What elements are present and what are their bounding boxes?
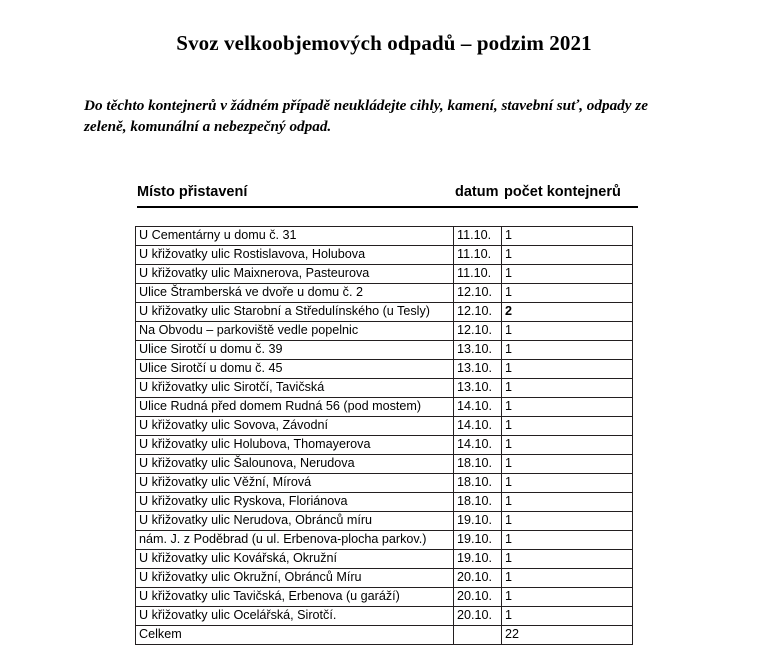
cell-date: 14.10. bbox=[454, 398, 502, 417]
cell-date: 20.10. bbox=[454, 569, 502, 588]
cell-date: 20.10. bbox=[454, 588, 502, 607]
cell-place: U křižovatky ulic Sovova, Závodní bbox=[136, 417, 454, 436]
cell-place: U křižovatky ulic Věžní, Mírová bbox=[136, 474, 454, 493]
cell-place: U křižovatky ulic Tavičská, Erbenova (u garáží) bbox=[136, 588, 454, 607]
cell-count: 1 bbox=[502, 474, 633, 493]
cell-count: 1 bbox=[502, 493, 633, 512]
page-title: Svoz velkoobjemových odpadů – podzim 2021 bbox=[176, 31, 592, 55]
table-row bbox=[136, 227, 633, 246]
cell-date: 19.10. bbox=[454, 531, 502, 550]
total-label: Celkem bbox=[136, 626, 454, 645]
cell-place: U křižovatky ulic Okružní, Obránců Míru bbox=[136, 569, 454, 588]
table-row bbox=[136, 417, 633, 436]
cell-count: 1 bbox=[502, 360, 633, 379]
cell-count: 1 bbox=[502, 512, 633, 531]
total-count: 22 bbox=[502, 626, 633, 645]
cell-date: 11.10. bbox=[454, 265, 502, 284]
cell-place: Na Obvodu – parkoviště vedle popelnic bbox=[136, 322, 454, 341]
cell-count: 1 bbox=[502, 322, 633, 341]
cell-count: 1 bbox=[502, 341, 633, 360]
cell-place: nám. J. z Poděbrad (u ul. Erbenova-plocha parkov.) bbox=[136, 531, 454, 550]
cell-date: 14.10. bbox=[454, 436, 502, 455]
cell-place: U křižovatky ulic Ryskova, Floriánova bbox=[136, 493, 454, 512]
column-header-date: datum bbox=[455, 184, 499, 200]
table-row bbox=[136, 550, 633, 569]
cell-count: 1 bbox=[502, 284, 633, 303]
cell-place: U křižovatky ulic Kovářská, Okružní bbox=[136, 550, 454, 569]
table-row bbox=[136, 569, 633, 588]
cell-count: 1 bbox=[502, 569, 633, 588]
table-row bbox=[136, 474, 633, 493]
table-row bbox=[136, 322, 633, 341]
cell-place: U křižovatky ulic Šalounova, Nerudova bbox=[136, 455, 454, 474]
table-row bbox=[136, 379, 633, 398]
cell-date: 13.10. bbox=[454, 341, 502, 360]
cell-place: U křižovatky ulic Nerudova, Obránců míru bbox=[136, 512, 454, 531]
warning-notice: Do těchto kontejnerů v žádném případě neukládejte cihly, kamení, stavební suť, odpady ze zeleně, komunální a nebezpečný odpad. bbox=[84, 97, 648, 135]
cell-count: 1 bbox=[502, 550, 633, 569]
table-row bbox=[136, 436, 633, 455]
cell-place: U křižovatky ulic Sirotčí, Tavičská bbox=[136, 379, 454, 398]
table-row bbox=[136, 531, 633, 550]
column-header-place: Místo přistavení bbox=[137, 184, 248, 200]
cell-place: Ulice Štramberská ve dvoře u domu č. 2 bbox=[136, 284, 454, 303]
cell-count: 1 bbox=[502, 379, 633, 398]
table-row bbox=[136, 303, 633, 322]
table-row bbox=[136, 512, 633, 531]
cell-place: U křižovatky ulic Ocelářská, Sirotčí. bbox=[136, 607, 454, 626]
cell-place: Ulice Sirotčí u domu č. 45 bbox=[136, 360, 454, 379]
cell-count: 1 bbox=[502, 398, 633, 417]
cell-date: 12.10. bbox=[454, 284, 502, 303]
cell-place: U Cementárny u domu č. 31 bbox=[136, 227, 454, 246]
table-row bbox=[136, 360, 633, 379]
cell-count: 1 bbox=[502, 436, 633, 455]
table-row bbox=[136, 588, 633, 607]
table-row bbox=[136, 246, 633, 265]
column-header-count: počet kontejnerů bbox=[504, 184, 621, 200]
cell-date: 12.10. bbox=[454, 303, 502, 322]
table-row bbox=[136, 493, 633, 512]
cell-date: 14.10. bbox=[454, 417, 502, 436]
table-row bbox=[136, 607, 633, 626]
cell-date: 20.10. bbox=[454, 607, 502, 626]
cell-count: 1 bbox=[502, 246, 633, 265]
cell-date: 12.10. bbox=[454, 322, 502, 341]
cell-place: U křižovatky ulic Maixnerova, Pasteurova bbox=[136, 265, 454, 284]
cell-date: 19.10. bbox=[454, 550, 502, 569]
collection-schedule-table bbox=[135, 226, 633, 645]
table-row bbox=[136, 265, 633, 284]
cell-count: 2 bbox=[502, 303, 633, 322]
cell-count: 1 bbox=[502, 588, 633, 607]
cell-count: 1 bbox=[502, 227, 633, 246]
table-total-row bbox=[136, 626, 633, 645]
table-row bbox=[136, 398, 633, 417]
cell-place: U křižovatky ulic Starobní a Středulínského (u Tesly) bbox=[136, 303, 454, 322]
cell-date: 11.10. bbox=[454, 227, 502, 246]
cell-date: 18.10. bbox=[454, 455, 502, 474]
cell-place: Ulice Sirotčí u domu č. 39 bbox=[136, 341, 454, 360]
cell-date: 18.10. bbox=[454, 493, 502, 512]
cell-date: 11.10. bbox=[454, 246, 502, 265]
cell-count: 1 bbox=[502, 417, 633, 436]
cell-date: 13.10. bbox=[454, 379, 502, 398]
cell-place: U křižovatky ulic Rostislavova, Holubova bbox=[136, 246, 454, 265]
cell-count: 1 bbox=[502, 607, 633, 626]
cell-count: 1 bbox=[502, 455, 633, 474]
cell-date: 19.10. bbox=[454, 512, 502, 531]
cell-date: 13.10. bbox=[454, 360, 502, 379]
table-body bbox=[136, 227, 633, 645]
cell-count: 1 bbox=[502, 265, 633, 284]
column-headers bbox=[137, 184, 638, 208]
cell-date bbox=[454, 626, 502, 645]
cell-date: 18.10. bbox=[454, 474, 502, 493]
cell-count: 1 bbox=[502, 531, 633, 550]
table-row bbox=[136, 284, 633, 303]
table-row bbox=[136, 341, 633, 360]
cell-place: Ulice Rudná před domem Rudná 56 (pod mostem) bbox=[136, 398, 454, 417]
table-row bbox=[136, 455, 633, 474]
cell-place: U křižovatky ulic Holubova, Thomayerova bbox=[136, 436, 454, 455]
